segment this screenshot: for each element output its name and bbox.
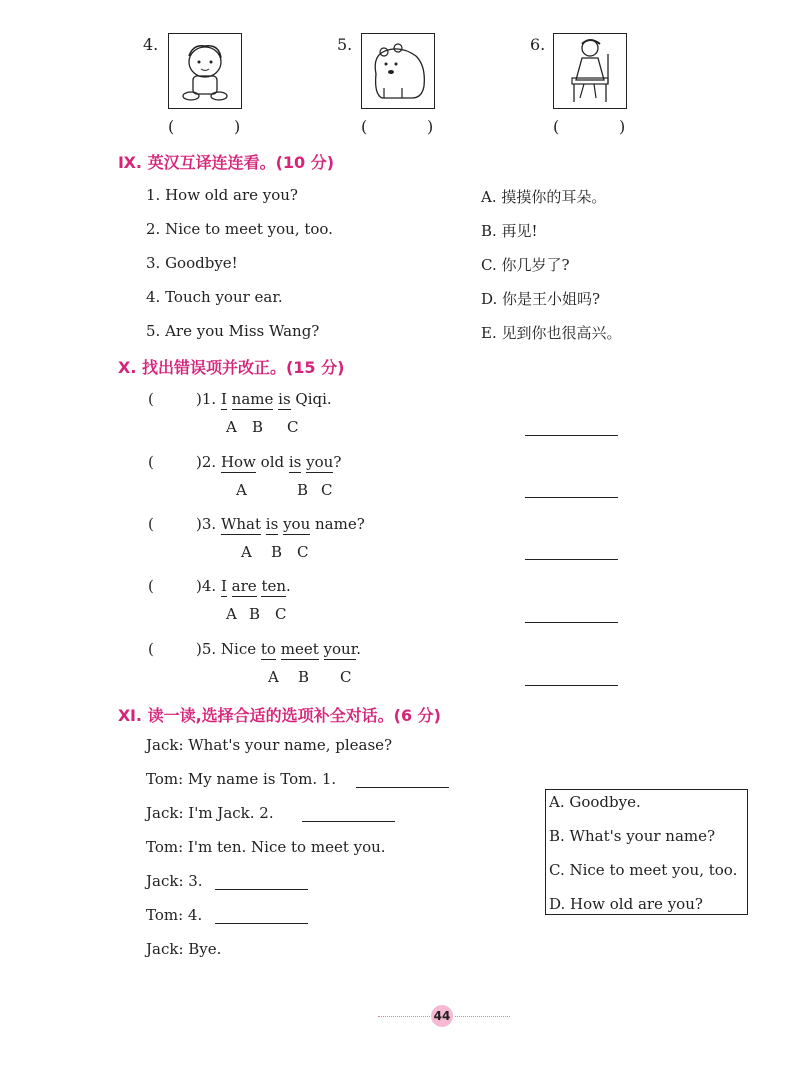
match-left-4: 4. Touch your ear. (146, 288, 283, 306)
answer-paren-open: ( (148, 640, 154, 658)
option-letter-b: B (297, 481, 309, 499)
option-a: A. Goodbye. (549, 793, 641, 811)
option-letter-a: A (226, 418, 237, 436)
page-number-dots-right (455, 1016, 510, 1017)
option-letter-a: A (236, 481, 247, 499)
correction-blank-5[interactable] (525, 685, 618, 686)
match-right-d: D. 你是王小姐吗? (481, 290, 601, 308)
segment: name? (310, 515, 365, 533)
error-sentence-3 (196, 515, 365, 533)
options-box (545, 789, 748, 915)
dialogue-blank-2[interactable] (302, 821, 395, 822)
segment (227, 390, 232, 408)
underlined-a: How (220, 453, 256, 471)
page-number: 44 (431, 1005, 453, 1027)
underlined-a: I (220, 577, 227, 595)
answer-paren-open: ( (148, 515, 154, 533)
underlined-b: name (231, 390, 274, 408)
correction-blank-1[interactable] (525, 435, 618, 436)
match-right-c: C. 你几岁了? (481, 256, 570, 274)
picture-number-6: 6. (530, 35, 546, 54)
segment (227, 577, 232, 595)
underlined-c: ten (261, 577, 287, 595)
section-11-heading: Ⅺ. 读一读,选择合适的选项补全对话。(6 分) (118, 706, 441, 725)
match-right-a: A. 摸摸你的耳朵。 (481, 188, 607, 206)
segment (319, 640, 324, 658)
picture-number-5: 5. (337, 35, 353, 54)
option-letter-b: B (298, 668, 310, 686)
girl-on-chair-icon (553, 33, 627, 109)
segment: ? (333, 453, 342, 471)
picture-answer-close-6: ) (619, 117, 626, 136)
error-sentence-4 (196, 577, 291, 595)
underlined-a: What (220, 515, 261, 533)
underlined-a: I (220, 390, 227, 408)
underlined-b: are (231, 577, 257, 595)
match-right-b: B. 再见! (481, 222, 538, 240)
bear-icon (361, 33, 435, 109)
option-letter-a: A (268, 668, 279, 686)
option-letter-c: C (275, 605, 287, 623)
picture-answer-open-4: ( (168, 117, 175, 136)
segment: old (255, 453, 289, 471)
option-letter-c: C (297, 543, 309, 561)
picture-number-4: 4. (143, 35, 159, 54)
option-letter-b: B (271, 543, 283, 561)
underlined-c: you (306, 453, 334, 471)
item-prefix: )1. (196, 390, 221, 408)
option-letter-b: B (249, 605, 261, 623)
dialogue-line-1: Jack: What's your name, please? (146, 736, 393, 754)
match-left-1: 1. How old are you? (146, 186, 298, 204)
picture-answer-close-4: ) (234, 117, 241, 136)
item-prefix: )2. (196, 453, 221, 471)
item-prefix: )3. (196, 515, 221, 533)
section-10-heading: Ⅹ. 找出错误项并改正。(15 分) (118, 358, 345, 377)
page-number-dots-left (378, 1016, 430, 1017)
correction-blank-4[interactable] (525, 622, 618, 623)
item-prefix: )5. Nice (196, 640, 261, 658)
match-left-2: 2. Nice to meet you, too. (146, 220, 333, 238)
error-sentence-1 (196, 390, 332, 408)
segment: . (356, 640, 362, 658)
section-9-heading: Ⅸ. 英汉互译连连看。(10 分) (118, 153, 335, 172)
underlined-c: is (278, 390, 291, 408)
dialogue-line-4: Tom: I'm ten. Nice to meet you. (146, 838, 386, 856)
segment: Qiqi. (290, 390, 332, 408)
answer-paren-open: ( (148, 453, 154, 471)
underlined-c: you (283, 515, 311, 533)
option-c: C. Nice to meet you, too. (549, 861, 738, 879)
dialogue-blank-3[interactable] (215, 889, 308, 890)
item-prefix: )4. (196, 577, 221, 595)
match-right-e: E. 见到你也很高兴。 (481, 324, 622, 342)
error-sentence-2 (196, 453, 341, 471)
underlined-c: your (323, 640, 357, 658)
underlined-b: is (288, 453, 302, 471)
correction-blank-3[interactable] (525, 559, 618, 560)
match-left-3: 3. Goodbye! (146, 254, 238, 272)
option-d: D. How old are you? (549, 895, 703, 913)
boy-doll-icon (168, 33, 242, 109)
option-letter-c: C (340, 668, 352, 686)
dialogue-line-3: Jack: I'm Jack. 2. (146, 804, 274, 822)
answer-paren-open: ( (148, 577, 154, 595)
underlined-b: is (265, 515, 279, 533)
correction-blank-2[interactable] (525, 497, 618, 498)
option-b: B. What's your name? (549, 827, 716, 845)
underlined-b: meet (280, 640, 319, 658)
option-letter-a: A (241, 543, 252, 561)
option-letter-b: B (252, 418, 264, 436)
answer-paren-open: ( (148, 390, 154, 408)
dialogue-line-6: Tom: 4. (146, 906, 203, 924)
dialogue-line-5: Jack: 3. (146, 872, 203, 890)
dialogue-line-2: Tom: My name is Tom. 1. (146, 770, 337, 788)
picture-answer-open-6: ( (553, 117, 560, 136)
option-letter-a: A (226, 605, 237, 623)
dialogue-line-7: Jack: Bye. (146, 940, 222, 958)
option-letter-c: C (321, 481, 333, 499)
match-left-5: 5. Are you Miss Wang? (146, 322, 320, 340)
underlined-a: to (260, 640, 276, 658)
dialogue-blank-1[interactable] (356, 787, 449, 788)
dialogue-blank-4[interactable] (215, 923, 308, 924)
picture-answer-close-5: ) (427, 117, 434, 136)
picture-answer-open-5: ( (361, 117, 368, 136)
error-sentence-5 (196, 640, 361, 658)
segment: . (286, 577, 291, 595)
option-letter-c: C (287, 418, 299, 436)
